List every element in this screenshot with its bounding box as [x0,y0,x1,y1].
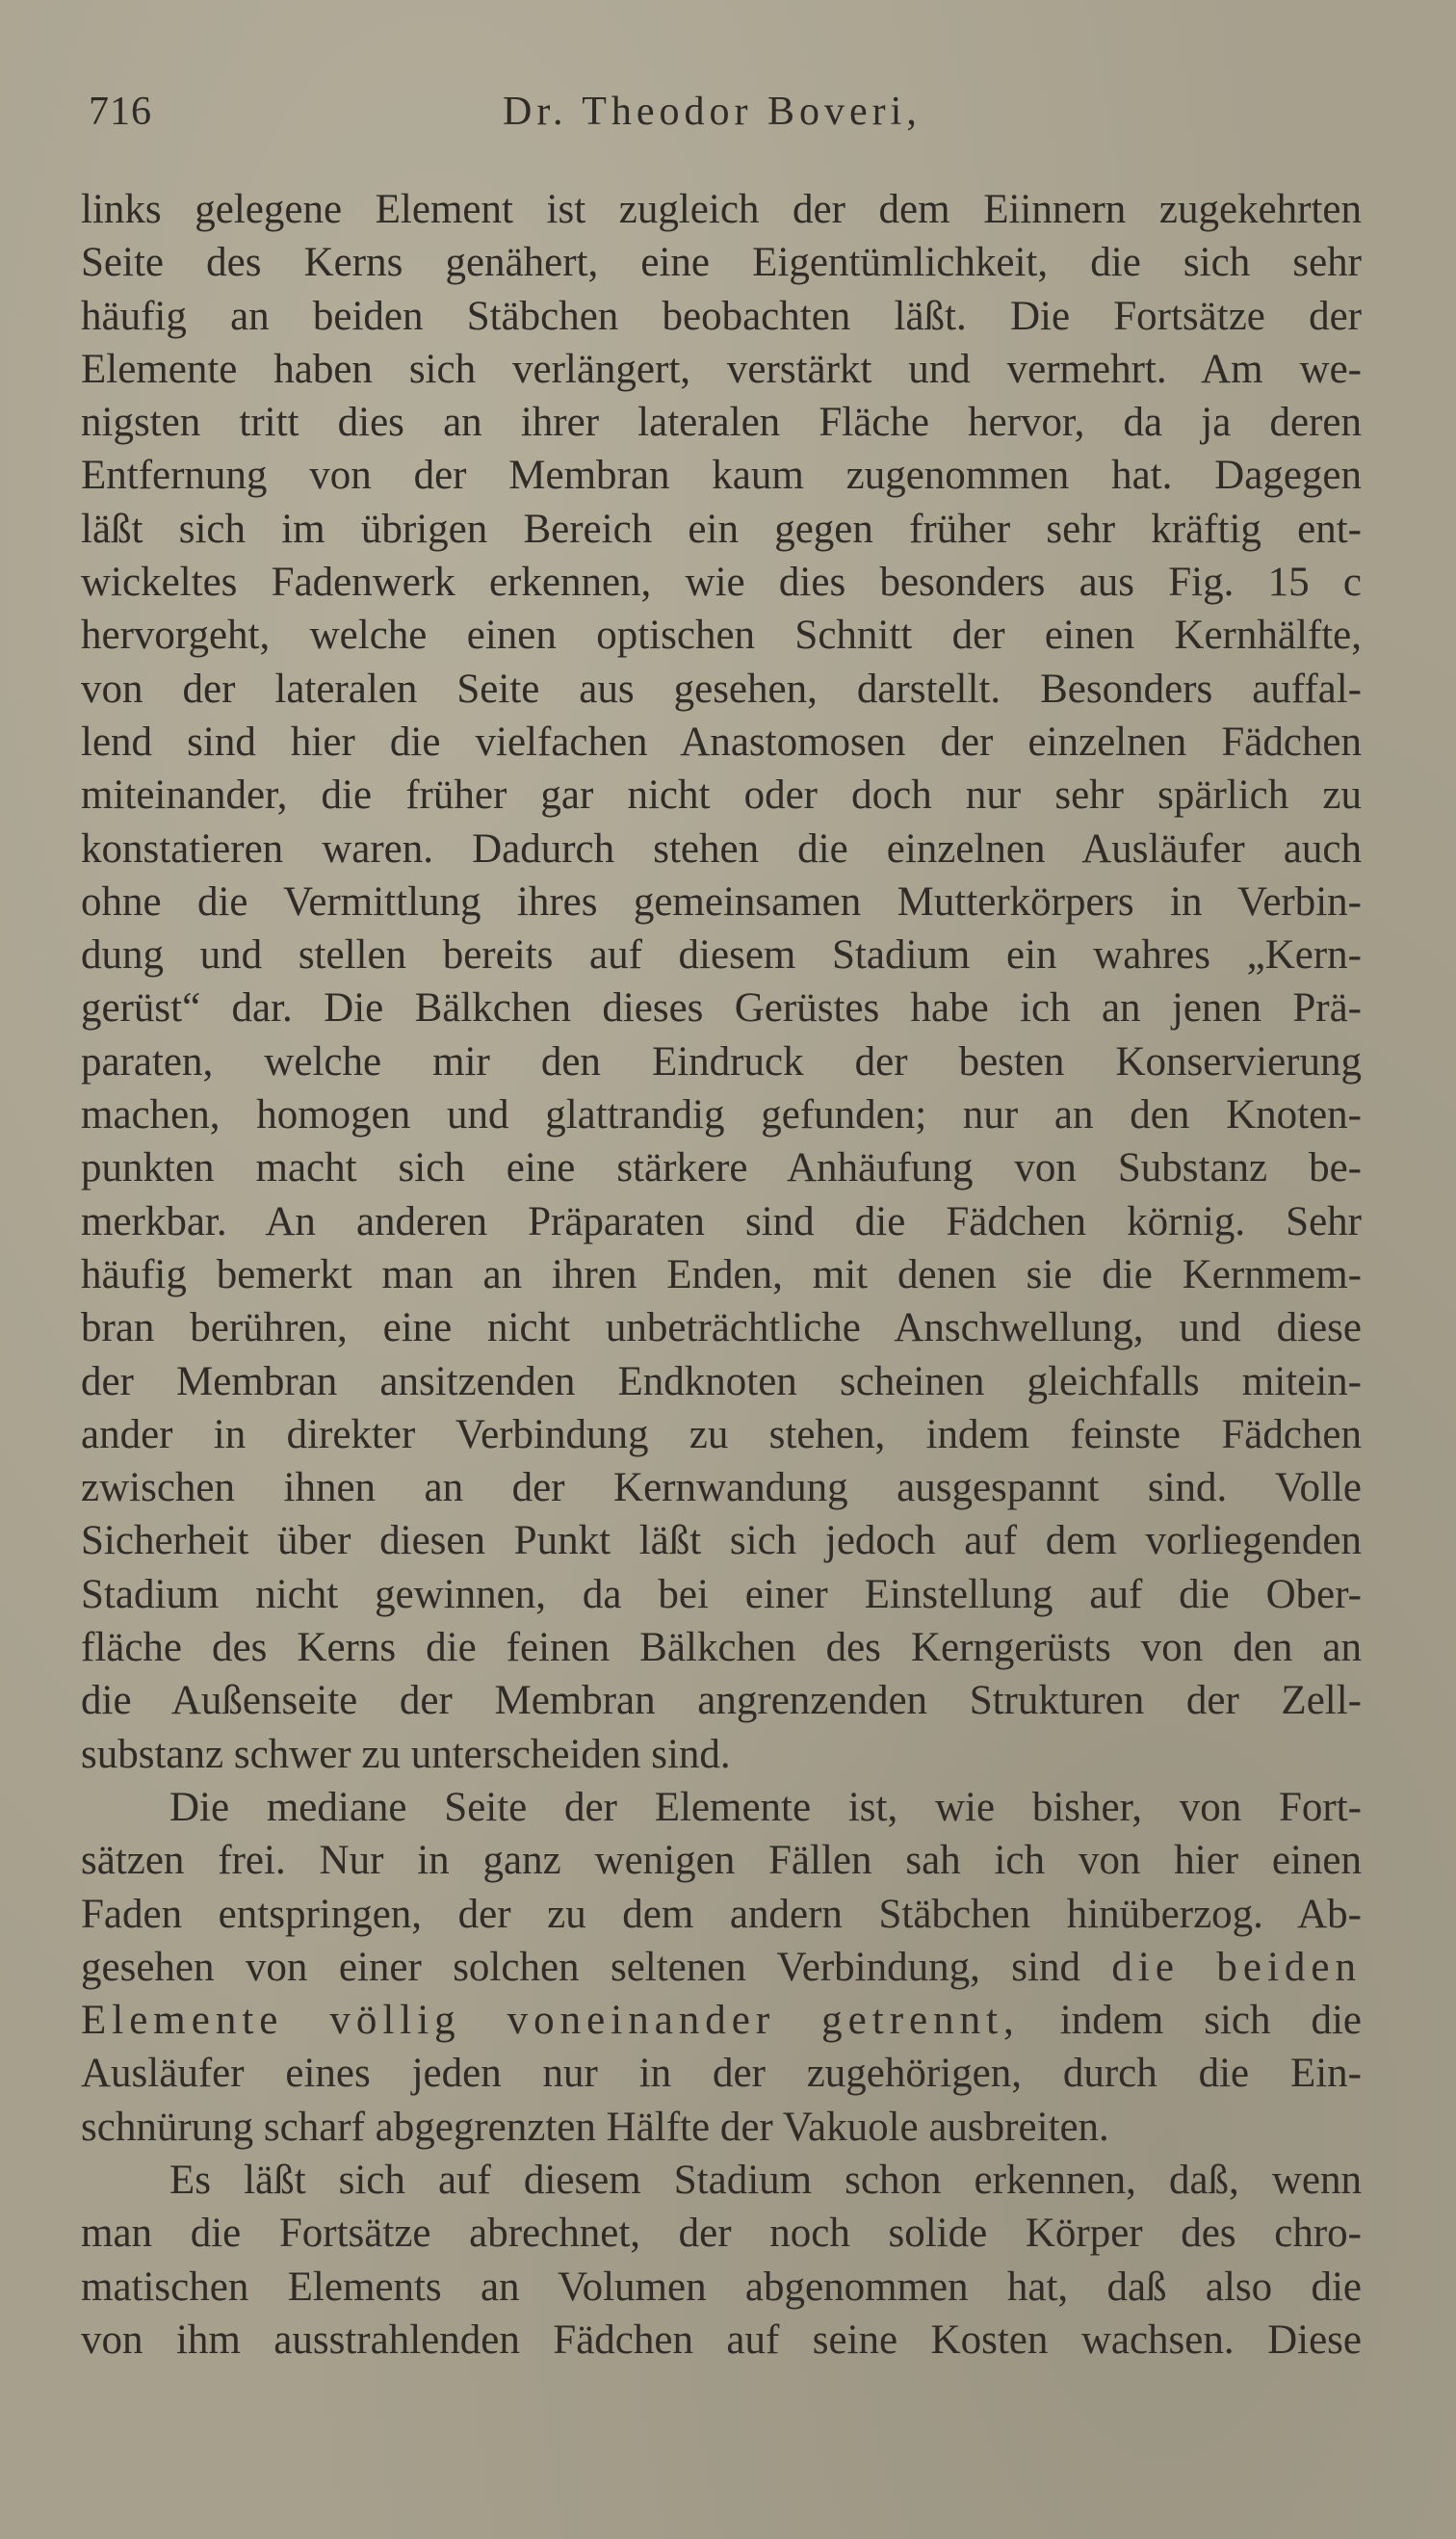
text-line: matischen Elements an Volumen abgenommen hat, daß also die [81,2264,1362,2310]
text-line: Sicherheit über diesen Punkt läßt sich jedoch auf dem vorliegenden [81,1518,1362,1564]
text-segment: indem sich die [1059,1998,1363,2044]
text-line: die Außenseite der Membran angrenzenden Strukturen der Zell- [81,1678,1362,1724]
text-line: läßt sich im übrigen Bereich ein gegen früher sehr kräftig ent- [81,506,1362,552]
text-line: Stadium nicht gewinnen, da bei einer Einstellung auf die Ober- [81,1571,1362,1617]
text-line: Elemente haben sich verlängert, verstärkt und vermehrt. Am we- [81,346,1362,392]
text-line: miteinander, die früher gar nicht oder doch nur sehr spärlich zu [81,772,1362,819]
text-line: häufig an beiden Stäbchen beobachten läßt. Die Fortsätze der [81,293,1362,339]
text-line: paraten, welche mir den Eindruck der besten Konservierung [81,1038,1362,1085]
text-line: ander in direkter Verbindung zu stehen, indem feinste Fädchen [81,1411,1362,1457]
emphasis-spaced: die beiden [1111,1944,1362,1990]
text-line: lend sind hier die vielfachen Anastomosen der einzelnen Fädchen [81,719,1362,765]
text-line: Seite des Kerns genähert, eine Eigentümlichkeit, die sich sehr [81,240,1362,286]
text-line: häufig bemerkt man an ihren Enden, mit denen sie die Kernmem- [81,1251,1362,1297]
body-text [81,183,1362,2367]
text-line: bran berühren, eine nicht unbeträchtliche Anschwellung, und diese [81,1305,1362,1351]
paragraph-start-line: Die mediane Seite der Elemente ist, wie bisher, von Fort- [169,1784,1362,1830]
text-line: Ausläufer eines jeden nur in der zugehörigen, durch die Ein- [81,2051,1362,2097]
text-line: schnürung scharf abgegrenzten Hälfte der Vakuole ausbreiten. [81,2104,1109,2150]
text-line: man die Fortsätze abrechnet, der noch solide Körper des chro- [81,2211,1362,2257]
text-segment: gesehen von einer solchen seltenen Verbindung, sind [81,1944,1080,1990]
text-line: machen, homogen und glattrandig gefunden; nur an den Knoten- [81,1092,1362,1139]
text-line: zwischen ihnen an der Kernwandung ausgespannt sind. Volle [81,1465,1362,1511]
text-line: konstatieren waren. Dadurch stehen die einzelnen Ausläufer auch [81,825,1362,872]
running-head: Dr. Theodor Boveri, [503,90,922,134]
text-line: der Membran ansitzenden Endknoten scheinen gleichfalls mitein- [81,1358,1362,1404]
text-line [81,1941,1362,1994]
text-line: merkbar. An anderen Präparaten sind die Fädchen körnig. Sehr [81,1198,1362,1244]
text-line: wickeltes Fadenwerk erkennen, wie dies besonders aus Fig. 15 c [81,560,1362,606]
text-line: hervorgeht, welche einen optischen Schnitt der einen Kernhälfte, [81,613,1362,659]
text-line: ohne die Vermittlung ihres gemeinsamen Mutterkörpers in Verbin- [81,878,1362,925]
text-line [81,1994,1362,2047]
text-line: dung und stellen bereits auf diesem Stadium ein wahres „Kern- [81,932,1362,979]
text-line: punkten macht sich eine stärkere Anhäufung von Substanz be- [81,1145,1362,1191]
paragraph-start-line: Es läßt sich auf diesem Stadium schon erkennen, daß, wenn [169,2157,1362,2203]
text-line: nigsten tritt dies an ihrer lateralen Fläche hervor, da ja deren [81,400,1362,446]
emphasis-spaced: Elemente völlig voneinander getrennt, [81,1998,1020,2044]
text-line: Faden entspringen, der zu dem andern Stäbchen hinüberzog. Ab- [81,1891,1362,1937]
text-line: substanz schwer zu unterscheiden sind. [81,1731,731,1777]
text-line: links gelegene Element ist zugleich der dem Eiinnern zugekehrten [81,187,1362,232]
text-line: von ihm ausstrahlenden Fädchen auf seine Kosten wachsen. Diese [81,2317,1362,2363]
page-header [89,89,1350,146]
text-line: gerüst“ dar. Die Bälkchen dieses Gerüstes habe ich an jenen Prä- [81,985,1362,1032]
text-line: Entfernung von der Membran kaum zugenommen hat. Dagegen [81,453,1362,499]
text-line: fläche des Kerns die feinen Bälkchen des Kerngerüsts von den an [81,1625,1362,1671]
text-line: sätzen frei. Nur in ganz wenigen Fällen sah ich von hier einen [81,1838,1362,1884]
text-line: von der lateralen Seite aus gesehen, darstellt. Besonders auffal- [81,666,1362,712]
page-number: 716 [89,90,152,134]
